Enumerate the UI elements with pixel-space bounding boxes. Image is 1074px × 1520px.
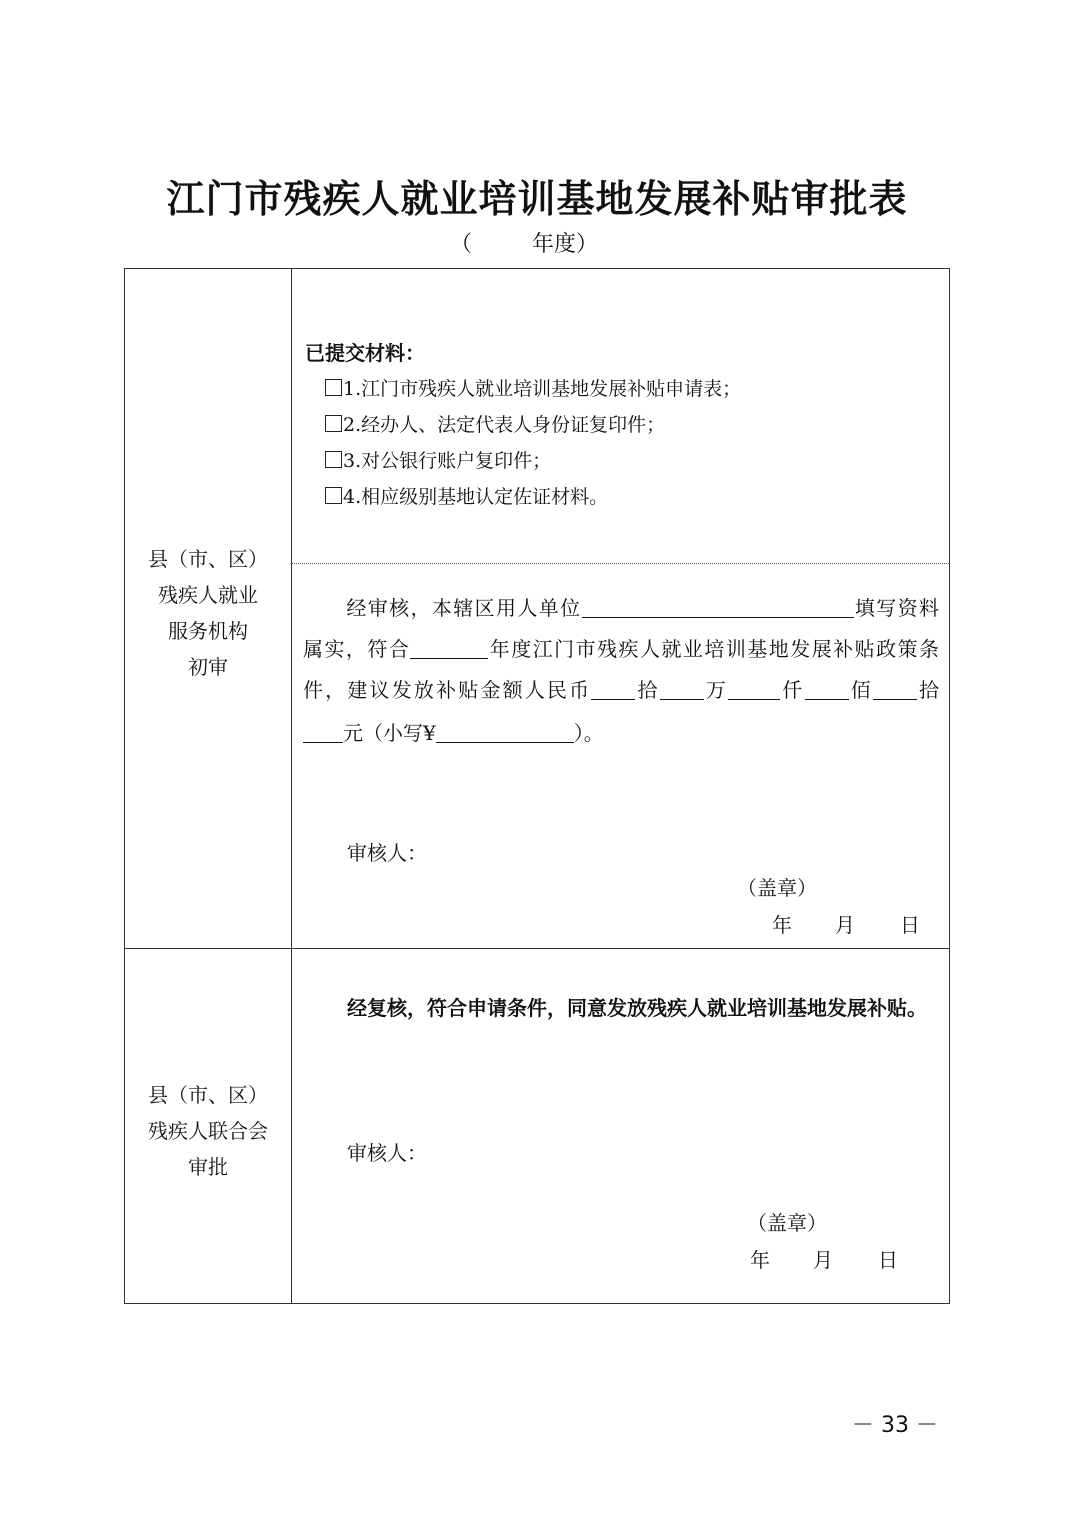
amount-blank[interactable] xyxy=(873,681,917,700)
section1-seal: （盖章） xyxy=(737,876,817,900)
checkbox[interactable] xyxy=(325,379,342,396)
review-text: 填写资料 xyxy=(853,596,939,620)
section2-statement: 经复核，符合申请条件，同意发放残疾人就业培训基地发展补贴。 xyxy=(347,996,927,1020)
amount-blank[interactable] xyxy=(728,681,780,700)
row-divider xyxy=(125,948,949,949)
checkbox[interactable] xyxy=(325,415,342,432)
amount-figure-blank[interactable] xyxy=(436,724,574,743)
review-line-4 xyxy=(303,717,604,746)
section1-date-year: 年 xyxy=(772,913,792,937)
section2-date-year: 年 xyxy=(750,1248,770,1272)
section2-label-line: 审批 xyxy=(188,1155,228,1179)
year-close: 年度） xyxy=(532,232,599,257)
year-line xyxy=(450,227,598,258)
section2-label-line: 县（市、区） xyxy=(148,1083,268,1107)
section2-reviewer: 审核人： xyxy=(347,1141,427,1165)
section1-label-line: 服务机构 xyxy=(168,619,248,643)
review-text: 佰 xyxy=(848,678,873,702)
section1-label xyxy=(125,541,291,685)
review-text: 件，建议发放补贴金额人民币 xyxy=(303,678,592,702)
amount-blank[interactable] xyxy=(591,681,635,700)
review-text: 拾 xyxy=(916,678,940,702)
section1-date-month: 月 xyxy=(835,913,855,937)
review-text: 万 xyxy=(703,678,729,702)
amount-blank[interactable] xyxy=(805,681,849,700)
section1-reviewer: 审核人： xyxy=(347,841,427,865)
material-text: 3.对公银行账户复印件； xyxy=(343,450,552,472)
section2-seal: （盖章） xyxy=(747,1211,827,1235)
review-text: 拾 xyxy=(635,678,660,702)
page-number: － 33 － xyxy=(852,1413,938,1438)
section1-label-line: 残疾人就业 xyxy=(158,583,258,607)
review-text: 经审核，本辖区用人单位 xyxy=(345,596,582,620)
review-text: 属实，符合 xyxy=(303,637,411,661)
review-line-1 xyxy=(303,592,939,621)
material-item xyxy=(325,446,551,473)
column-divider xyxy=(291,269,292,1303)
document-title: 江门市残疾人就业培训基地发展补贴审批表 xyxy=(166,176,908,221)
section1-label-line: 县（市、区） xyxy=(148,547,268,571)
section2-date-day: 日 xyxy=(878,1248,898,1272)
approval-table xyxy=(124,268,950,1304)
review-line-3 xyxy=(303,674,939,703)
material-text: 1.江门市残疾人就业培训基地发展补贴申请表； xyxy=(343,378,742,400)
review-text: 仟 xyxy=(780,678,805,702)
material-item xyxy=(325,374,741,401)
section2-label-line: 残疾人联合会 xyxy=(148,1119,268,1143)
material-text: 4.相应级别基地认定佐证材料。 xyxy=(343,486,609,508)
amount-blank[interactable] xyxy=(660,681,704,700)
checkbox[interactable] xyxy=(325,487,342,504)
review-line-2 xyxy=(303,633,939,662)
material-item xyxy=(325,410,665,437)
year-blank-field[interactable] xyxy=(410,640,488,659)
review-text: 年度江门市残疾人就业培训基地发展补贴政策条 xyxy=(488,637,940,661)
material-text: 2.经办人、法定代表人身份证复印件； xyxy=(343,414,666,436)
employer-blank[interactable] xyxy=(582,599,854,618)
section1-label-line: 初审 xyxy=(188,655,228,679)
section1-date-day: 日 xyxy=(900,913,920,937)
year-open: （ xyxy=(450,232,473,257)
review-text: 元（小写¥ xyxy=(343,721,436,745)
dotted-divider xyxy=(292,563,949,564)
amount-blank[interactable] xyxy=(303,724,343,743)
material-item xyxy=(325,482,608,509)
section2-label xyxy=(125,1077,291,1185)
section2-date-month: 月 xyxy=(813,1248,833,1272)
review-text: ）。 xyxy=(573,721,604,745)
materials-title: 已提交材料： xyxy=(305,341,425,365)
checkbox[interactable] xyxy=(325,451,342,468)
